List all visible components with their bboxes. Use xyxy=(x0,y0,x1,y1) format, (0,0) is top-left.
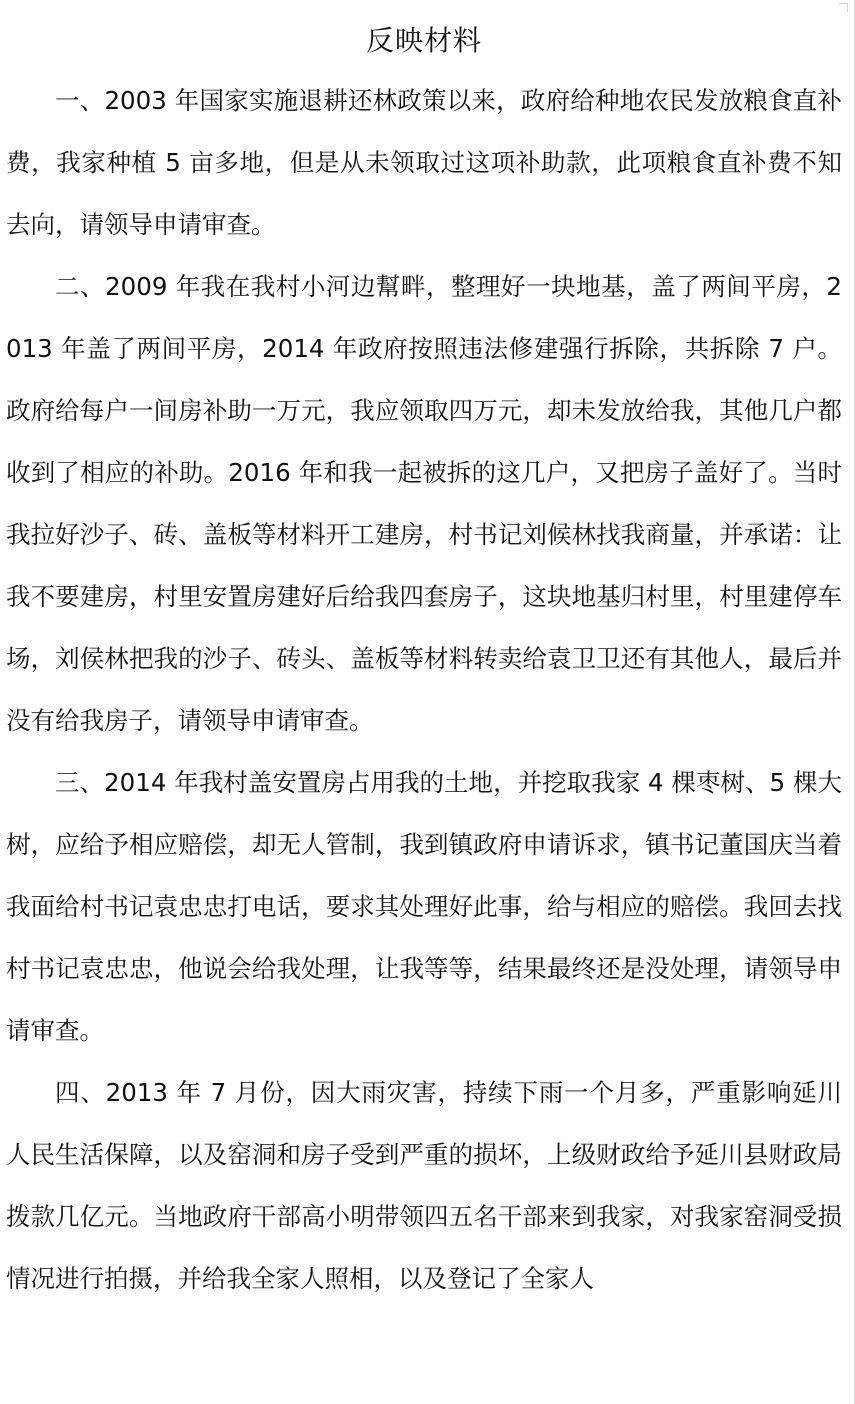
page-corner-mark xyxy=(839,3,848,12)
paragraph-2: 二、2009 年我在我村小河边幫畔，整理好一块地基，盖了两间平房，2013 年盖了两间平房，2014 年政府按照违法修建强行拆除，共拆除 7 户。政府给每户一间房补助一万元，我应领取四万元，却未发放给我，其他几户都收到了相应的补助。2016 年和我一起被拆的这几户，又把房子盖好了。当时我拉好沙子、砖、盖板等材料开工建房，村书记刘候林找我商量，并承诺：让我不要建房，村里安置房建好后给我四套房子，这块地基归村里，村里建停车场，刘侯林把我的沙子、砖头、盖板等材料转卖给袁卫卫还有其他人，最后并没有给我房子，请领导申请审查。 xyxy=(6,272,842,735)
paragraph-1: 一、2003 年国家实施退耕还林政策以来，政府给种地农民发放粮食直补费，我家种植 5 亩多地，但是从未领取过这项补助款，此项粮食直补费不知去向，请领导申请审查。 xyxy=(6,86,842,239)
paragraph-4: 四、2013 年 7 月份，因大雨灾害，持续下雨一个月多，严重影响延川人民生活保障，以及窑洞和房子受到严重的损坏，上级财政给予延川县财政局拨款几亿元。当地政府干部高小明带领四五名干部来到我家，对我家窑洞受损情况进行拍摄，并给我全家人照相，以及登记了全家人 xyxy=(6,1078,842,1293)
document-title: 反映材料 xyxy=(365,24,482,57)
paragraph-3: 三、2014 年我村盖安置房占用我的土地，并挖取我家 4 棵枣树、5 棵大树，应给予相应赔偿，却无人管制，我到镇政府申请诉求，镇书记董国庆当着我面给村书记袁忠忠打电话，要求其处理好此事，给与相应的赔偿。我回去找村书记袁忠忠，他说会给我处理，让我等等，结果最终还是没处理，请领导申请审查。 xyxy=(6,768,842,1045)
